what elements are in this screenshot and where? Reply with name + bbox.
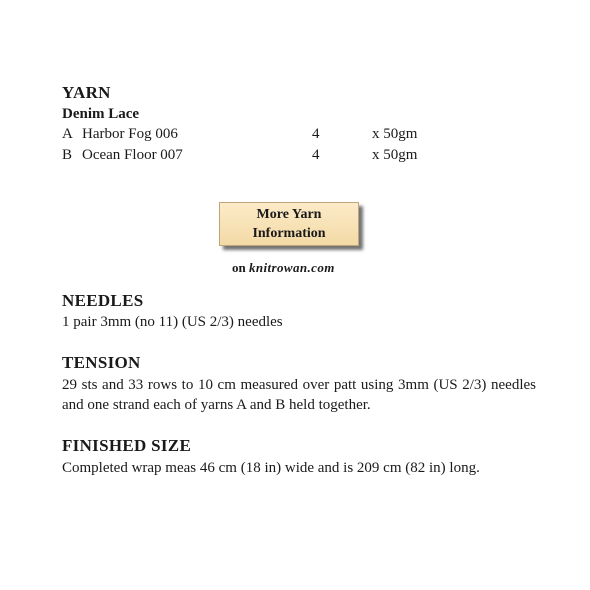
finished-size-heading: FINISHED SIZE — [62, 436, 192, 455]
finished-size-text: Completed wrap meas 46 cm (18 in) wide and is 209 cm (82 in) long. — [62, 460, 480, 476]
yarn-weight: x 50gm — [372, 147, 418, 163]
tension-text: 29 sts and 33 rows to 10 cm measured over patt using 3mm (US 2/3) needles and one strand each of yarns A and B held together. — [62, 377, 536, 413]
yarn-color: Ocean Floor 007 — [82, 147, 183, 163]
yarn-name: Denim Lace — [62, 106, 140, 122]
yarn-qty: 4 — [312, 147, 320, 163]
needles-heading: NEEDLES — [62, 291, 144, 310]
yarn-qty: 4 — [312, 126, 320, 142]
yarn-weight: x 50gm — [372, 126, 418, 142]
more-yarn-information-button[interactable] — [219, 202, 359, 246]
button-label-line1: More Yarn — [256, 207, 322, 222]
yarn-color: Harbor Fog 006 — [82, 126, 178, 142]
website-prefix: on — [232, 260, 246, 275]
yarn-heading: YARN — [62, 83, 111, 102]
website-note — [232, 260, 335, 276]
tension-heading: TENSION — [62, 353, 141, 372]
yarn-letter: B — [62, 147, 73, 163]
yarn-row-a — [62, 126, 542, 146]
yarn-row-b — [62, 147, 542, 167]
pattern-page — [62, 0, 542, 590]
yarn-letter: A — [62, 126, 73, 142]
website-link[interactable]: knitrowan.com — [248, 260, 335, 275]
needles-text: 1 pair 3mm (no 11) (US 2/3) needles — [62, 314, 283, 330]
button-label-line2: Information — [252, 226, 326, 241]
